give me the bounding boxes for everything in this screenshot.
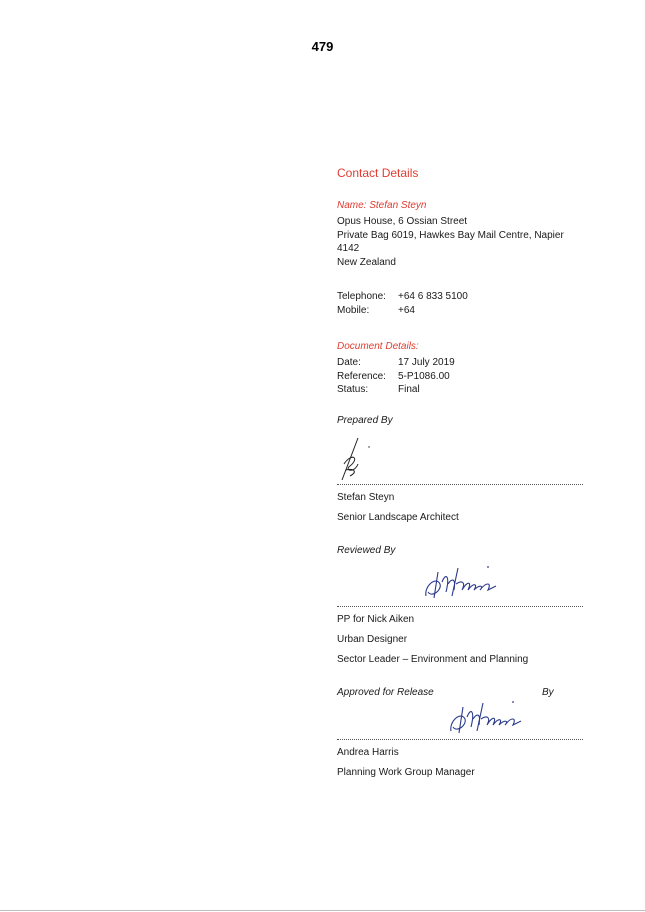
date-row <box>337 356 583 370</box>
prepared-name: Stefan Steyn <box>337 492 395 503</box>
approved-name: Andrea Harris <box>337 747 399 758</box>
date-label: Date: <box>337 357 361 368</box>
contact-address <box>337 215 583 269</box>
telephone-label: Telephone: <box>337 291 386 302</box>
approved-label: Approved for Release <box>337 687 434 698</box>
reviewed-line-3: Sector Leader – Environment and Planning <box>337 654 529 665</box>
reviewed-signature <box>422 562 500 602</box>
contact-phones <box>337 290 583 317</box>
address-line-1: Opus House, 6 Ossian Street <box>337 216 468 227</box>
approved-signature <box>447 697 525 737</box>
status-value: Final <box>398 384 420 395</box>
document-details <box>337 356 583 397</box>
reviewed-line-1: PP for Nick Aiken <box>337 614 415 625</box>
date-value: 17 July 2019 <box>398 357 455 368</box>
reference-row <box>337 370 583 384</box>
approved-signature-line <box>337 739 583 740</box>
mobile-label: Mobile: <box>337 304 370 316</box>
reviewed-line-2: Urban Designer <box>337 634 408 645</box>
prepared-signature <box>336 434 376 484</box>
reviewed-signature-line <box>337 606 583 607</box>
reference-label: Reference: <box>337 370 386 382</box>
reviewed-label: Reviewed By <box>337 545 396 556</box>
page-number: 479 <box>311 39 334 54</box>
mobile-row <box>337 304 583 318</box>
prepared-label: Prepared By <box>337 415 393 426</box>
status-label: Status: <box>337 384 369 395</box>
reference-value: 5-P1086.00 <box>398 370 450 382</box>
approved-by: By <box>542 687 554 698</box>
contact-heading: Contact Details <box>337 166 419 180</box>
telephone-row <box>337 290 583 304</box>
status-row <box>337 383 583 397</box>
mobile-value: +64 <box>398 304 415 316</box>
prepared-signature-line <box>337 484 583 485</box>
telephone-value: +64 6 833 5100 <box>398 291 468 302</box>
approved-title: Planning Work Group Manager <box>337 767 475 778</box>
address-line-3: New Zealand <box>337 256 396 268</box>
document-heading: Document Details: <box>337 341 419 352</box>
page-bottom-border <box>0 910 645 911</box>
contact-name: Name: Stefan Steyn <box>337 200 427 211</box>
prepared-title: Senior Landscape Architect <box>337 512 459 523</box>
address-line-2: Private Bag 6019, Hawkes Bay Mail Centre, Napier 4142 <box>337 229 564 254</box>
